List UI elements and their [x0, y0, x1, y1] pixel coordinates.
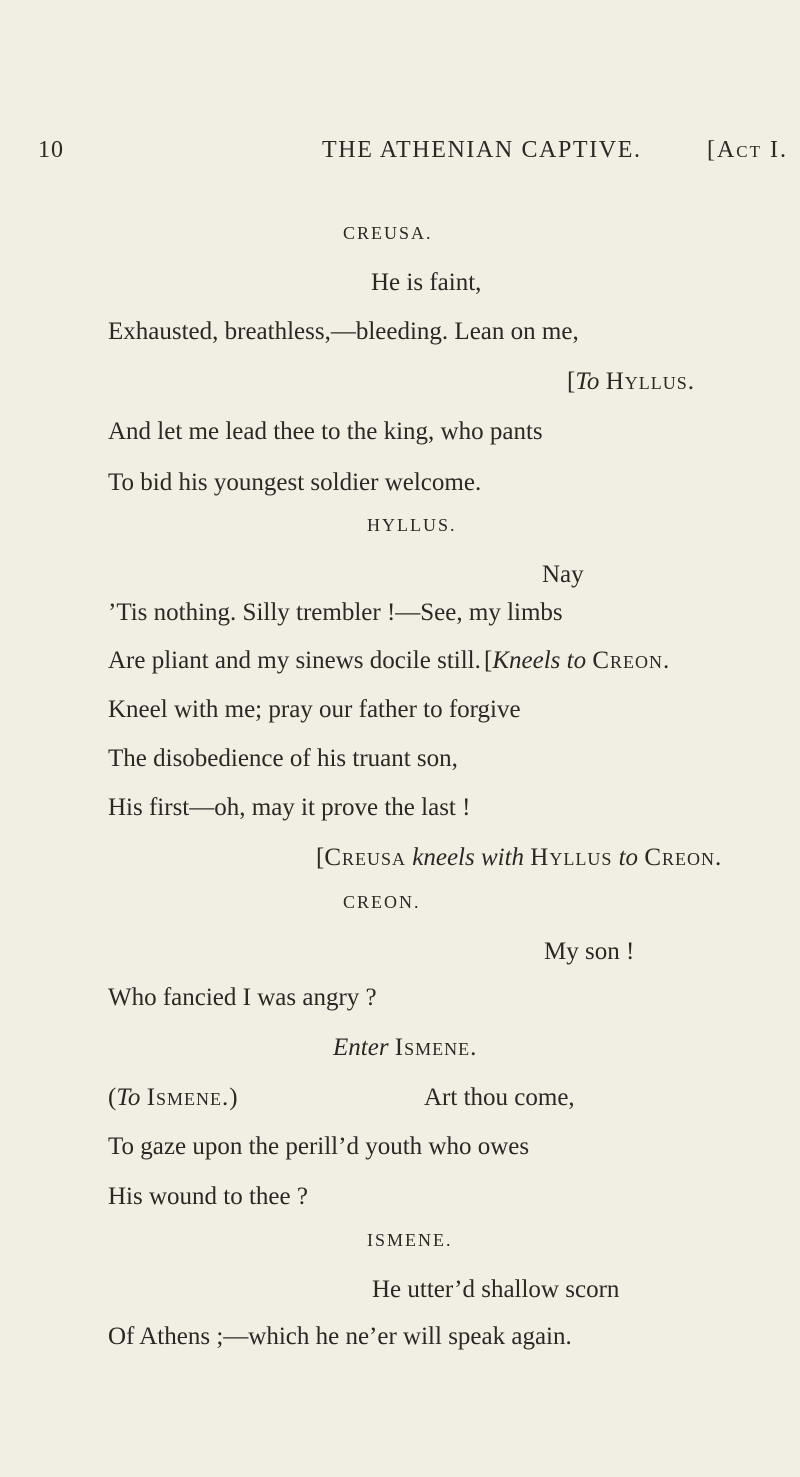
stage-direction-enter: [333, 1035, 477, 1060]
stage-name: Creusa: [324, 844, 407, 871]
running-header: [38, 137, 788, 167]
aside-name: Ismene.: [146, 1084, 230, 1111]
stage-name: Creon.: [644, 844, 723, 871]
verse-line: He utter’d shallow scorn: [372, 1276, 620, 1303]
aside-to: To: [116, 1084, 141, 1111]
stage-name: Hyllus: [530, 844, 613, 871]
speaker-ismene: ISMENE.: [367, 1230, 453, 1250]
speaker-creon: CREON.: [343, 892, 421, 912]
stage-direction: [484, 648, 670, 673]
stage-direction: [567, 369, 695, 394]
stage-bracket: [: [567, 368, 576, 395]
speaker-hyllus: HYLLUS.: [367, 515, 457, 535]
stage-enter: Enter: [333, 1034, 389, 1061]
stage-name: Ismene.: [394, 1034, 478, 1061]
aside-paren: (: [108, 1084, 117, 1111]
stage-direction: [316, 845, 722, 870]
verse-line: To gaze upon the perill’d youth who owes: [108, 1133, 530, 1160]
stage-name: Hyllus.: [605, 368, 695, 395]
speaker-creusa: CREUSA.: [343, 223, 433, 243]
verse-line: Exhausted, breathless,—bleeding. Lean on me,: [108, 318, 579, 345]
verse-line: ’Tis nothing. Silly trembler !—See, my limbs: [108, 599, 563, 626]
verse-line: Of Athens ;—which he ne’er will speak again.: [108, 1323, 572, 1350]
aside-paren: ): [229, 1084, 238, 1111]
verse-line: To bid his youngest soldier welcome.: [108, 469, 482, 496]
verse-line: The disobedience of his truant son,: [108, 745, 458, 772]
verse-line: Nay: [542, 561, 584, 588]
stage-name: Creon.: [592, 647, 671, 674]
verse-line: His first—oh, may it prove the last !: [108, 794, 471, 821]
verse-line: His wound to thee ?: [108, 1183, 308, 1210]
verse-line: And let me lead thee to the king, who pants: [108, 418, 543, 445]
stage-direction-aside: [108, 1085, 238, 1110]
running-title: THE ATHENIAN CAPTIVE.: [322, 137, 642, 163]
verse-line: Are pliant and my sinews docile still.: [108, 647, 481, 674]
stage-to: To: [575, 368, 600, 395]
act-marker: [Act I.: [706, 137, 788, 163]
verse-line: Kneel with me; pray our father to forgive: [108, 696, 521, 723]
stage-bracket: [: [484, 647, 493, 674]
stage-to: to: [618, 844, 639, 871]
page-number: 10: [38, 137, 64, 163]
verse-line: My son !: [544, 938, 635, 965]
verse-line: Art thou come,: [424, 1084, 575, 1111]
stage-bracket: [: [316, 844, 325, 871]
stage-action: Kneels to: [492, 647, 587, 674]
stage-action: kneels with: [412, 844, 525, 871]
verse-line: He is faint,: [371, 269, 482, 296]
verse-line: Who fancied I was angry ?: [108, 984, 377, 1011]
